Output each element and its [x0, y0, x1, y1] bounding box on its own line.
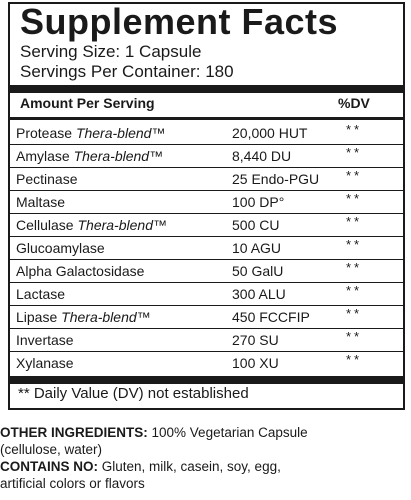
ingredient-base-name: Lipase — [16, 309, 58, 325]
ingredient-name — [16, 283, 65, 305]
ingredient-name — [16, 191, 65, 213]
ingredient-base-name: Invertase — [16, 332, 74, 348]
ingredient-amount: 500 CU — [232, 217, 280, 233]
ingredient-base-name: Lactase — [16, 286, 66, 302]
table-row — [10, 145, 403, 168]
ingredient-amount: 100 XU — [232, 355, 279, 371]
servings-per-container: Servings Per Container: 180 — [20, 62, 234, 81]
thick-divider-top — [10, 85, 403, 93]
table-row — [10, 214, 403, 237]
ingredient-dv: ** — [346, 122, 363, 137]
ingredient-base-name: Glucoamylase — [16, 240, 105, 256]
ingredient-name — [16, 237, 105, 259]
table-row — [10, 306, 403, 329]
ingredient-dv: ** — [346, 168, 363, 183]
ingredient-name — [16, 329, 74, 351]
header-divider — [10, 117, 403, 120]
ingredient-amount: 25 Endo-PGU — [232, 171, 320, 187]
header-amount-per-serving: Amount Per Serving — [20, 95, 155, 111]
table-row — [10, 237, 403, 260]
ingredient-base-name: Alpha Galactosidase — [16, 263, 145, 279]
ingredient-base-name: Maltase — [16, 194, 66, 210]
table-header — [20, 95, 393, 115]
contains-no-text: Gluten, milk, casein, soy, egg, — [98, 459, 281, 474]
ingredient-blend: Thera-blend™ — [61, 309, 151, 325]
ingredient-base-name: Pectinase — [16, 171, 78, 187]
supplement-facts-panel — [8, 2, 405, 410]
table-row — [10, 352, 403, 375]
ingredient-name — [16, 122, 165, 144]
ingredient-amount: 20,000 HUT — [232, 125, 308, 141]
ingredient-dv: ** — [346, 260, 363, 275]
contains-no-label: CONTAINS NO: — [0, 459, 98, 474]
panel-title: Supplement Facts — [20, 1, 339, 42]
table-row — [10, 283, 403, 306]
table-row — [10, 329, 403, 352]
ingredient-table — [10, 122, 403, 375]
ingredient-name — [16, 260, 144, 282]
ingredient-amount: 270 SU — [232, 332, 279, 348]
ingredient-amount: 10 AGU — [232, 240, 282, 256]
ingredient-name — [16, 352, 74, 374]
header-percent-dv: %DV — [338, 95, 370, 111]
serving-size: Serving Size: 1 Capsule — [20, 42, 202, 61]
ingredient-name — [16, 145, 163, 167]
ingredient-blend: Thera-blend™ — [75, 125, 166, 141]
ingredient-name — [16, 168, 77, 190]
ingredient-blend: Thera-blend™ — [77, 217, 167, 233]
ingredient-base-name: Protease — [16, 125, 73, 141]
ingredient-base-name: Cellulase — [16, 217, 74, 233]
other-ingredients — [0, 424, 411, 441]
ingredient-blend: Thera-blend™ — [73, 148, 164, 164]
ingredient-dv: ** — [346, 329, 363, 344]
thick-divider-bottom — [10, 376, 403, 384]
ingredient-base-name: Amylase — [16, 148, 70, 164]
ingredient-amount: 8,440 DU — [232, 148, 292, 164]
other-ingredients-detail: (cellulose, water) — [0, 442, 103, 457]
ingredient-dv: ** — [346, 191, 363, 206]
ingredient-dv: ** — [346, 145, 363, 160]
ingredient-amount: 450 FCCFIP — [232, 309, 310, 325]
contains-no-detail: artificial colors or flavors — [0, 476, 145, 491]
ingredient-dv: ** — [346, 352, 363, 367]
contains-no — [0, 458, 411, 475]
dv-footnote: ** Daily Value (DV) not established — [18, 385, 249, 402]
table-row — [10, 122, 403, 145]
ingredient-amount: 100 DP° — [232, 194, 285, 210]
ingredient-dv: ** — [346, 214, 363, 229]
table-row — [10, 168, 403, 191]
ingredient-name — [16, 306, 151, 328]
ingredient-amount: 50 GalU — [232, 263, 284, 279]
ingredient-amount: 300 ALU — [232, 286, 286, 302]
other-ingredients-text: 100% Vegetarian Capsule — [147, 425, 308, 440]
other-ingredients-label: OTHER INGREDIENTS: — [0, 425, 148, 440]
ingredient-name — [16, 214, 167, 236]
ingredient-dv: ** — [346, 306, 363, 321]
ingredient-dv: ** — [346, 237, 363, 252]
table-row — [10, 191, 403, 214]
ingredient-base-name: Xylanase — [16, 355, 74, 371]
table-row — [10, 260, 403, 283]
ingredient-dv: ** — [346, 283, 363, 298]
